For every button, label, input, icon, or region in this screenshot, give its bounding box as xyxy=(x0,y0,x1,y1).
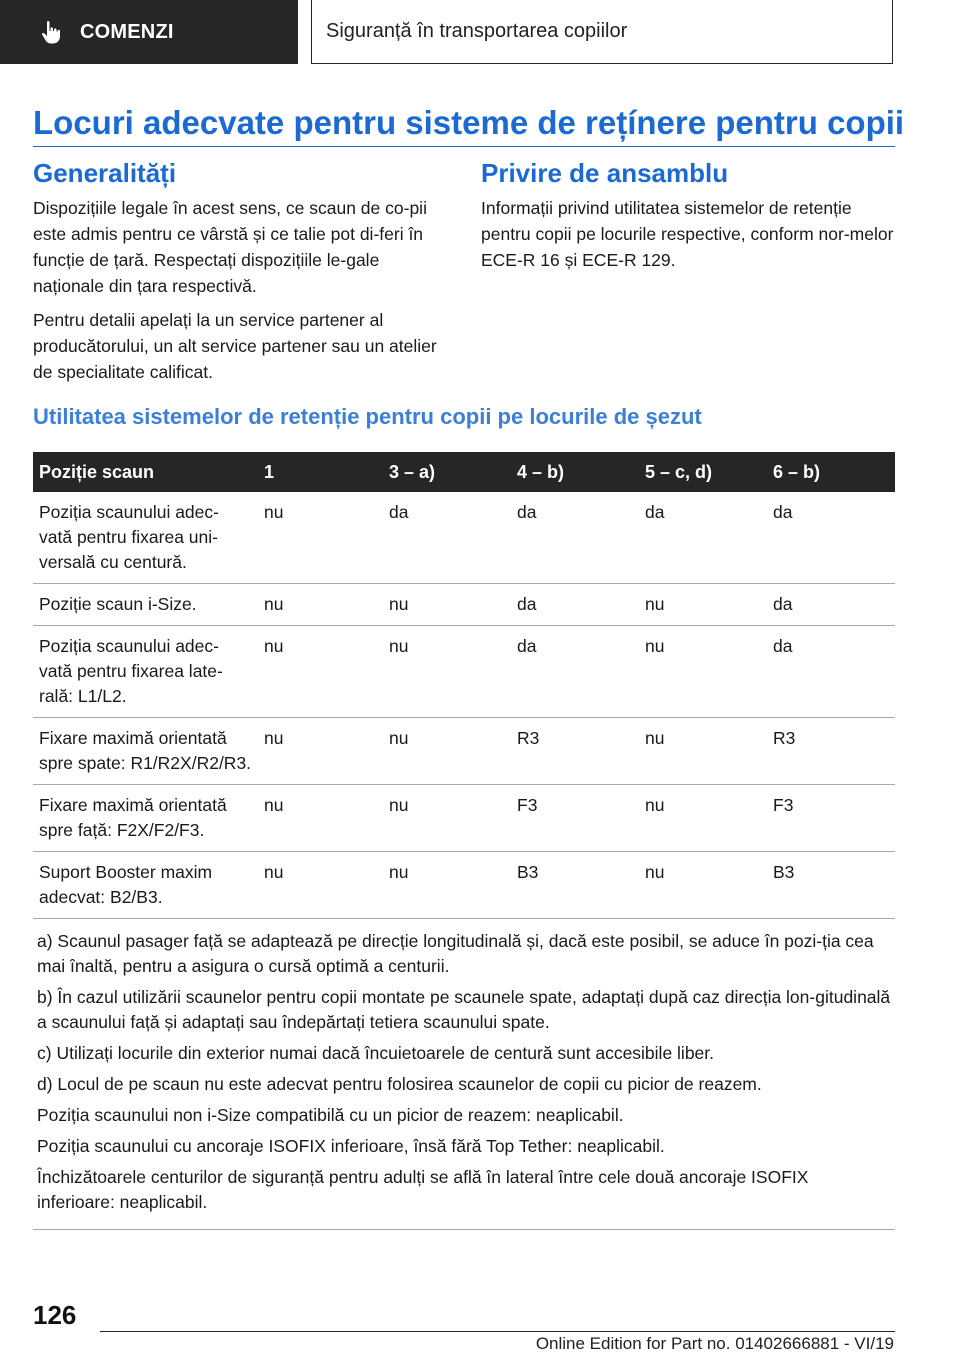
table-header-row xyxy=(33,452,895,492)
footer-divider xyxy=(100,1331,895,1332)
table-row xyxy=(33,852,895,919)
table-cell: da xyxy=(767,626,895,718)
table-note: Poziția scaunului cu ancoraje ISOFIX inferioare, însă fără Top Tether: neaplicabil. xyxy=(37,1136,665,1156)
table-cell: B3 xyxy=(511,852,639,919)
table-section-heading: Utilitatea sistemelor de retenție pentru copii pe locurile de șezut xyxy=(33,404,702,429)
overview-paragraph: Informații privind utilitatea sistemelor de retenție pentru copii pe locurile respective, conform nor-melor ECE-R 16 și ECE-R 129. xyxy=(481,198,894,270)
table-note: c) Utilizați locurile din exterior numai dacă încuietoarele de centură sunt accesibile liber. xyxy=(37,1043,715,1063)
table-cell: R3 xyxy=(511,718,639,785)
table-cell: R3 xyxy=(767,718,895,785)
column-header: 5 – c, d) xyxy=(639,452,767,492)
table-note: a) Scaunul pasager față se adaptează pe direcție longitudinală și, dacă este posibil, se aduce în pozi-ția cea mai înaltă, pentru a asigura o cursă optimă a centurii. xyxy=(37,931,874,976)
table-cell: da xyxy=(767,584,895,626)
overview-heading: Privire de ansamblu xyxy=(481,158,729,188)
table-row xyxy=(33,785,895,852)
table-cell: nu xyxy=(639,785,767,852)
chapter-title: Siguranță în transportarea copiilor xyxy=(326,20,628,42)
section-tab[interactable] xyxy=(0,0,298,64)
general-paragraph: Dispozițiile legale în acest sens, ce scaun de co-pii este admis pentru ce vârstă și ce talie pot di-feri în funcție de țară. Respectați dispozițiile le-gale naționale din țara respectivă. xyxy=(33,198,427,296)
table-cell: Poziția scaunului adec-vată pentru fixarea late-rală: L1/L2. xyxy=(33,626,258,718)
table-cell: nu xyxy=(383,584,511,626)
table-cell: da xyxy=(511,626,639,718)
table-cell: B3 xyxy=(767,852,895,919)
page-number: 126 xyxy=(33,1300,77,1330)
column-header: Poziție scaun xyxy=(33,452,258,492)
table-cell: Suport Booster maxim adecvat: B2/B3. xyxy=(33,852,258,919)
table-note: Închizătoarele centurilor de siguranță pentru adulți se află în lateral între cele două ancoraje ISOFIX inferioare: neaplicabil. xyxy=(37,1167,809,1212)
table-note: b) În cazul utilizării scaunelor pentru copii montate pe scaunele spate, adaptați după caz direcția lon-gitudinală a scaunului față și adaptați sau îndepărtați tetiera scaunului spate. xyxy=(37,987,891,1032)
seat-suitability-table xyxy=(33,452,895,1230)
table-cell: nu xyxy=(639,584,767,626)
table-cell: nu xyxy=(258,785,383,852)
table-cell: nu xyxy=(639,852,767,919)
table-cell: nu xyxy=(258,718,383,785)
table-cell: da xyxy=(511,492,639,584)
column-header: 4 – b) xyxy=(511,452,639,492)
title-divider xyxy=(33,146,895,147)
table-row xyxy=(33,492,895,584)
general-heading: Generalități xyxy=(33,158,177,188)
table-cell: da xyxy=(383,492,511,584)
table-cell: Fixare maximă orientată spre spate: R1/R2X/R2/R3. xyxy=(33,718,258,785)
table-cell: F3 xyxy=(511,785,639,852)
table-cell: nu xyxy=(383,852,511,919)
table-cell: Poziția scaunului adec-vată pentru fixarea uni-versală cu centură. xyxy=(33,492,258,584)
table-note: Poziția scaunului non i-Size compatibilă cu un picior de reazem: neaplicabil. xyxy=(37,1105,624,1125)
table-note: d) Locul de pe scaun nu este adecvat pentru folosirea scaunelor de copii cu picior de reazem. xyxy=(37,1074,762,1094)
table-cell: nu xyxy=(258,584,383,626)
table-cell: Fixare maximă orientată spre față: F2X/F2/F3. xyxy=(33,785,258,852)
overview-section xyxy=(481,158,895,281)
hand-pointer-icon xyxy=(38,19,64,45)
table-cell: da xyxy=(767,492,895,584)
table-cell: F3 xyxy=(767,785,895,852)
column-header: 6 – b) xyxy=(767,452,895,492)
column-header: 1 xyxy=(258,452,383,492)
section-label: COMENZI xyxy=(80,20,174,43)
chapter-header xyxy=(311,0,893,64)
table-cell: nu xyxy=(639,718,767,785)
table-cell: nu xyxy=(383,718,511,785)
table-cell: da xyxy=(639,492,767,584)
table-cell: nu xyxy=(258,492,383,584)
general-section xyxy=(33,158,445,393)
table-row xyxy=(33,718,895,785)
column-header: 3 – a) xyxy=(383,452,511,492)
table-cell: nu xyxy=(383,785,511,852)
table-cell: nu xyxy=(258,626,383,718)
page-title: Locuri adecvate pentru sisteme de rețínere pentru copii xyxy=(33,104,905,141)
table-notes-row xyxy=(33,919,895,1230)
table-row xyxy=(33,584,895,626)
table-row xyxy=(33,626,895,718)
general-paragraph: Pentru detalii apelați la un service partener al producătorului, un alt service partener sau un atelier de specialitate calificat. xyxy=(33,310,437,382)
table-notes xyxy=(33,919,895,1230)
table-cell: da xyxy=(511,584,639,626)
table-cell: nu xyxy=(383,626,511,718)
table-cell: nu xyxy=(258,852,383,919)
table-cell: nu xyxy=(639,626,767,718)
footer-edition: Online Edition for Part no. 01402666881 - VI/19 xyxy=(535,1334,894,1353)
table-cell: Poziție scaun i-Size. xyxy=(33,584,258,626)
